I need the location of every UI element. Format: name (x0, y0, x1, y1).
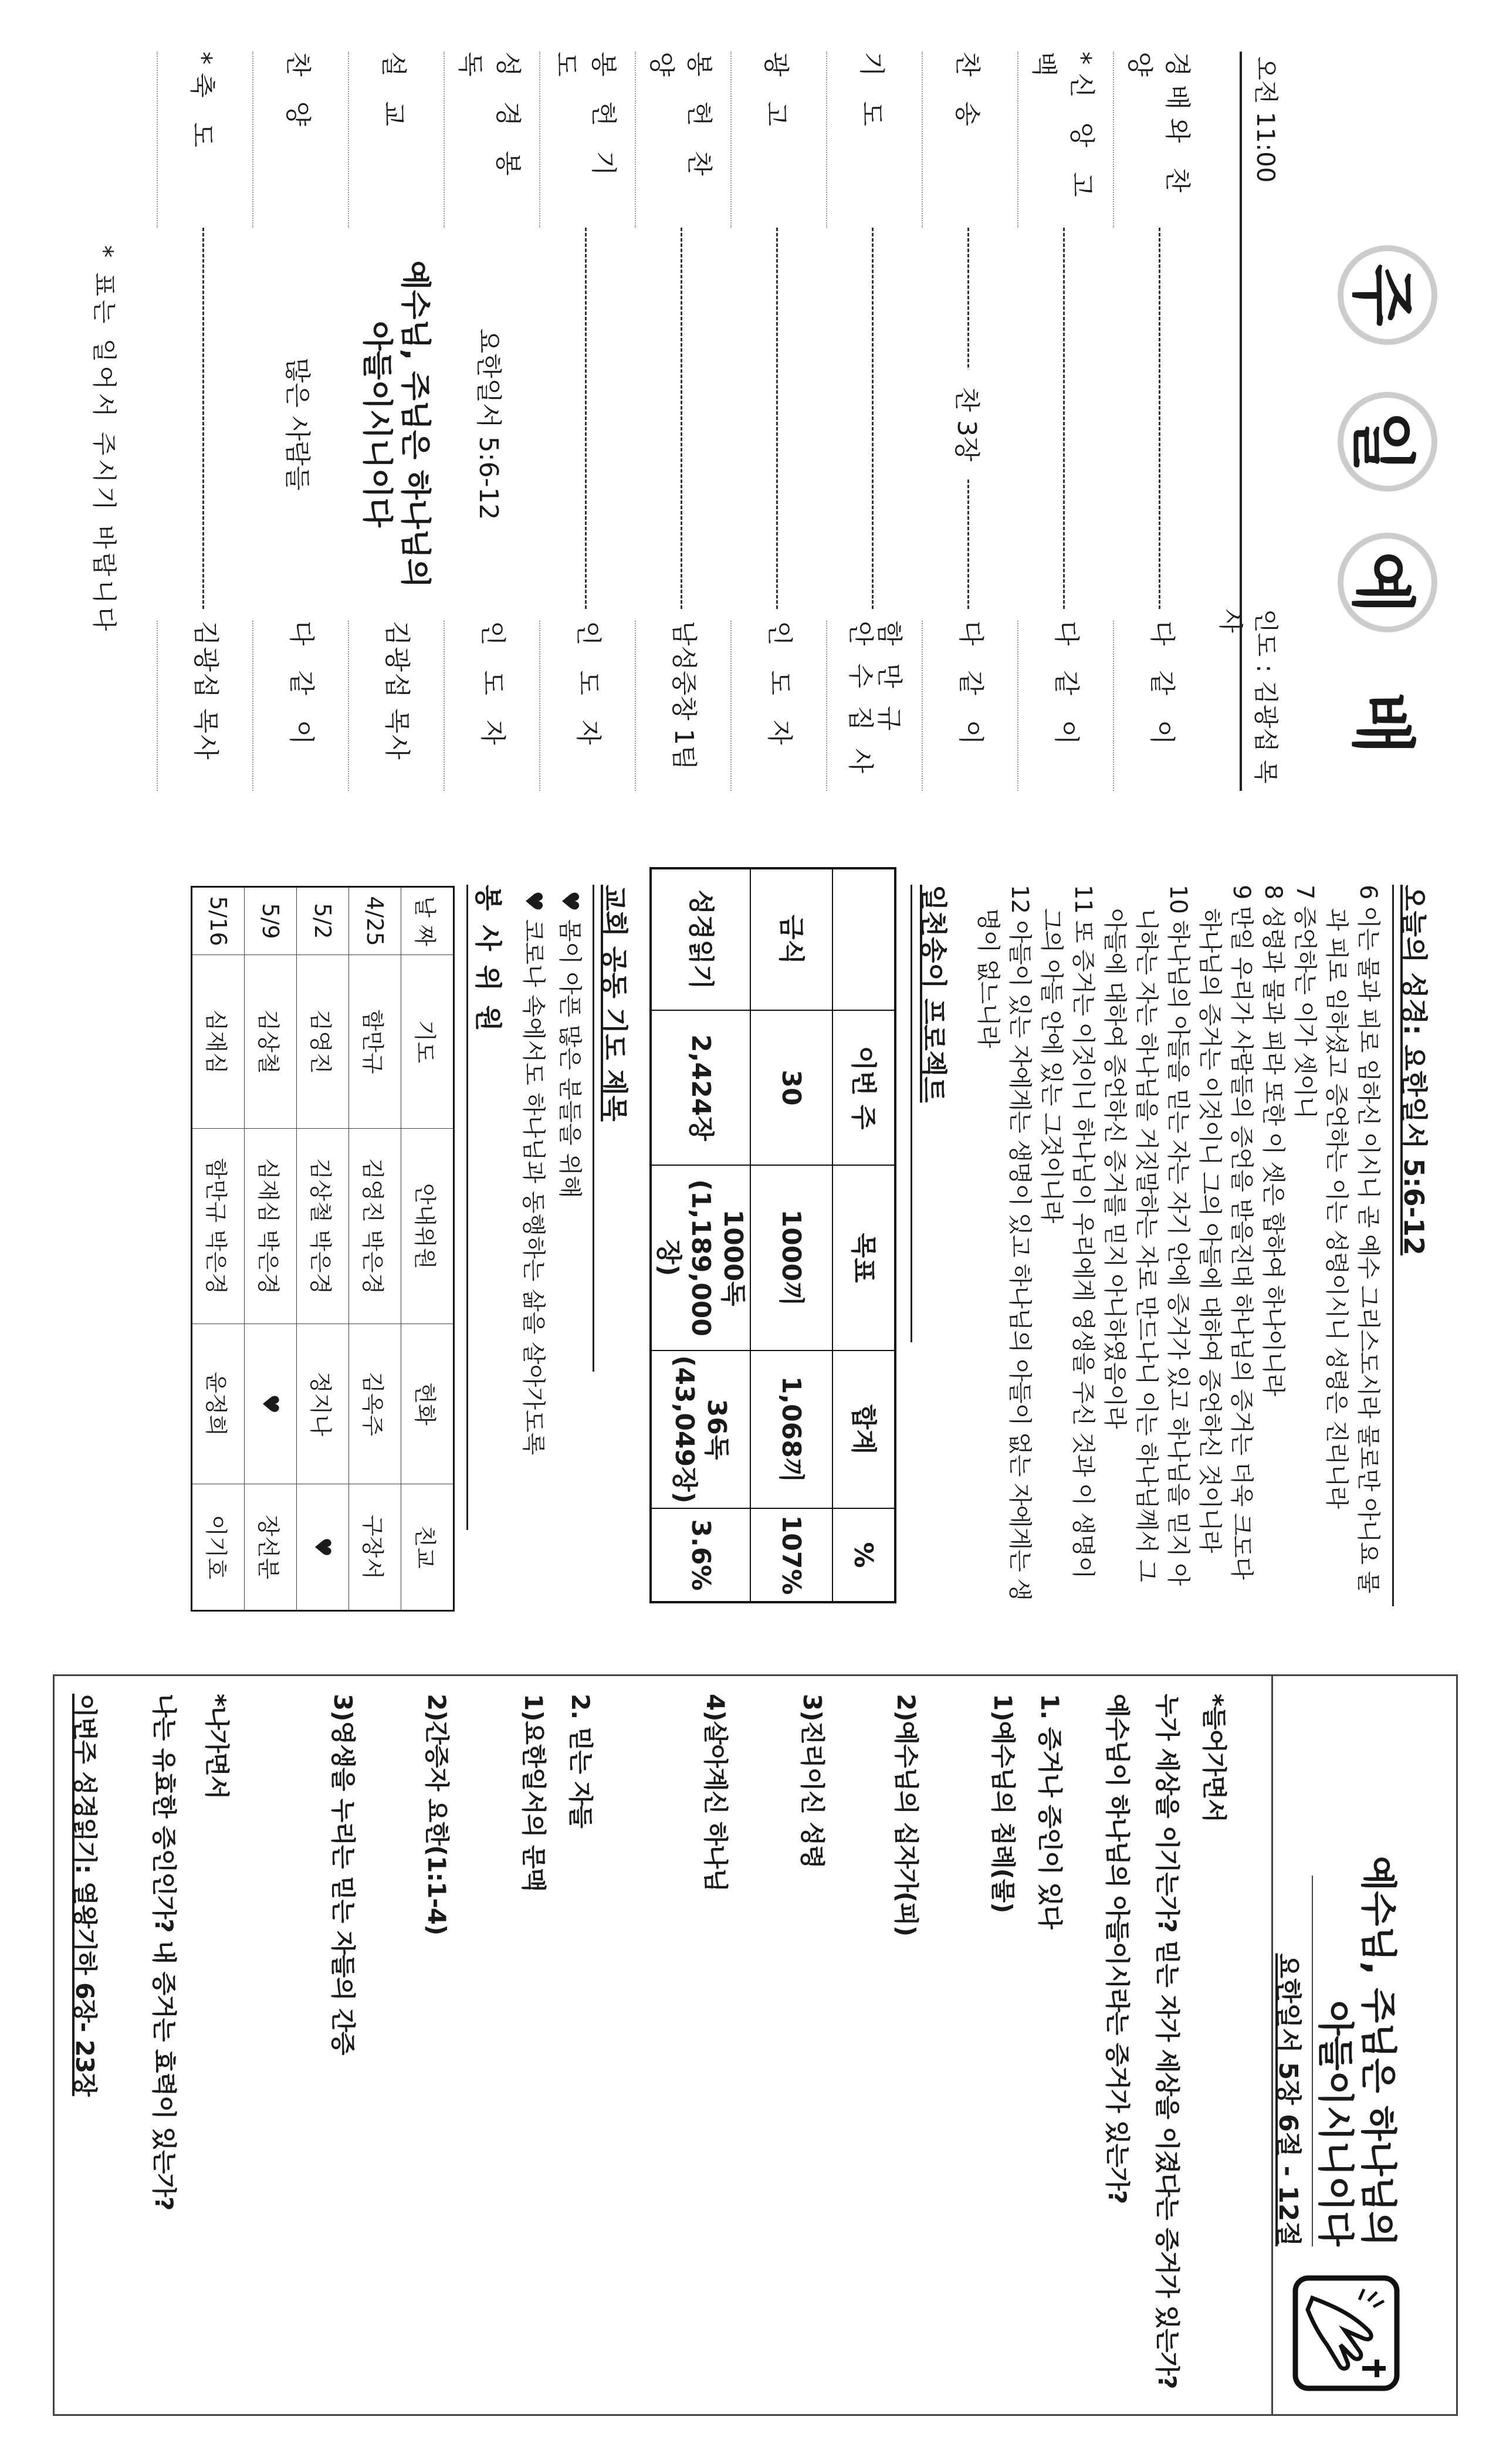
cell: 1,068끼 (750, 1351, 832, 1508)
outline-line: 누가 세상을 이기는가? 믿는 자가 세상을 이겼다는 증거가 있는가? (1153, 1694, 1182, 2389)
header-cell: 안내위원 (401, 1129, 454, 1324)
order-label: 설 교 (348, 52, 444, 228)
title-char: 일 (1338, 392, 1437, 492)
table-header-row (401, 887, 454, 1611)
cell: 정지나 (297, 1324, 349, 1484)
table-row (750, 868, 832, 1602)
divider (1392, 885, 1394, 1606)
sermon-title-line: 예수님, 주님은 하나님의 (397, 260, 433, 588)
title-char: 예 (1338, 533, 1437, 632)
scripture-reference: 요한일서 5:6-12 (473, 311, 510, 538)
order-middle (539, 228, 635, 621)
order-row (1113, 52, 1209, 791)
scripture-panel (0, 867, 1496, 1612)
sermon-outline-panel (53, 1674, 1458, 2416)
sermon-title-line: 예수님, 주님은 하나님의 (1357, 1856, 1400, 2246)
heart-icon: ♥ (520, 891, 547, 912)
order-middle (826, 228, 922, 621)
prayer-item (551, 891, 588, 1612)
order-label: 기 도 (826, 52, 922, 228)
outline-line: 3)영생을 누리는 믿는 자들의 간증 (329, 1694, 357, 2055)
cell: 5/9 (245, 887, 297, 955)
order-row (444, 52, 539, 791)
song-title: 많은 사람들 (282, 340, 319, 509)
sermon-reference: 요한일서 5장 6절 - 12절 (1273, 1953, 1303, 2246)
prayer-title: 교회 공동 기도 제목 (598, 885, 630, 1122)
cell: 김옥주 (349, 1324, 401, 1484)
order-label: *축 도 (157, 52, 252, 228)
title-char: 주 (1338, 245, 1437, 345)
outline-line: 나는 유효한 증인인가? 내 증거는 효력이 있는가? (150, 1694, 178, 2211)
divider (911, 885, 912, 1342)
divider (1240, 52, 1242, 791)
header-cell: 기도 (401, 955, 454, 1129)
order-leader: 인 도 자 (444, 621, 539, 791)
cell: 3.6% (651, 1508, 750, 1602)
order-leader: 다 같 이 (252, 621, 348, 791)
divider (1312, 1876, 1313, 2246)
header-cell (832, 868, 895, 1010)
cell: 성경읽기 (651, 868, 750, 1010)
outline-line: 2)간증자 요한(1:1-4) (422, 1694, 451, 1935)
table-row (245, 887, 297, 1611)
verse: 10 하나님의 아들을 믿는 자는 자기 안에 증거가 있고 하나님을 믿지 아니하는 자는 하나님을 거짓말하는 자로 만드나니 이는 하나님께서 그 아들에 대하여 증언하신 증거를 믿지 아니하였음이라 (1101, 885, 1192, 1586)
order-leader: 김광섭 목사 (348, 621, 444, 791)
weekly-reading: 이번주 성경읽기: 열왕기하 6장- 23장 (70, 1694, 99, 2096)
order-label: 찬 양 (252, 52, 348, 228)
header-cell: 헌화 (401, 1324, 454, 1484)
order-middle (348, 228, 444, 621)
outline-line: 2. 믿는 자들 (566, 1694, 595, 1828)
standing-footnote: * 표는 일어서 주시기 바랍니다 (90, 245, 119, 635)
cell: 구장서 (349, 1484, 401, 1611)
sermon-title (358, 260, 434, 588)
header-cell: 날 짜 (401, 887, 454, 955)
outline-line: 2)예수님의 십자가(피) (892, 1694, 920, 1937)
cell: 심재심 박은경 (245, 1129, 297, 1324)
header-cell: 친교 (401, 1484, 454, 1611)
header-cell: 합계 (832, 1351, 895, 1508)
outline-line: 1)예수님의 침례(물) (989, 1694, 1017, 1913)
praying-hands-cross-icon (1292, 2275, 1400, 2392)
order-row (635, 52, 730, 791)
prayer-item (515, 891, 551, 1612)
heart-icon: ♥ (556, 891, 583, 912)
order-leader: 다 같 이 (1113, 621, 1209, 791)
order-label: 경배와 찬양 (1113, 52, 1209, 228)
cell: 107% (750, 1508, 832, 1602)
outline-line: *들어가면서 (1200, 1694, 1228, 1822)
title-char: 배 (1338, 673, 1437, 773)
sermon-title (1314, 1856, 1400, 2246)
outline-line: 3)진리이신 성령 (798, 1694, 827, 1869)
order-row (1017, 52, 1113, 791)
prayer-text: 몸이 아픈 많은 분들을 위해 (556, 919, 583, 1199)
prayer-text: 코로나 속에서도 하나님과 동행하는 삶을 살아가도록 (520, 919, 547, 1456)
order-middle (922, 228, 1017, 621)
cell: ♥ (297, 1484, 349, 1611)
table-header-row (832, 868, 895, 1602)
order-label: 봉 헌 찬 양 (635, 52, 730, 228)
order-middle (444, 228, 539, 621)
cell: 2,424장 (651, 1010, 750, 1165)
verse: 11 또 증거는 이것이니 하나님이 우리에게 영생을 주신 것과 이 생명이 그의 아들 안에 있는 그것이니라 (1038, 885, 1096, 1579)
order-middle (1113, 228, 1209, 621)
order-leader (826, 621, 922, 791)
cell: 4/25 (349, 887, 401, 955)
divider (593, 885, 594, 1372)
leader-title: 안 수 집 사 (845, 621, 876, 778)
order-leader: 김광섭 목사 (157, 621, 252, 791)
verse: 7 증언하는 이가 셋이니 (1291, 885, 1318, 1119)
table-row (651, 868, 750, 1602)
cell: 1000독 (1,189,000장) (651, 1165, 750, 1351)
service-time: 오전 11:00 (1251, 56, 1280, 183)
verse: 6 이는 물과 피로 임하신 이시니 곧 예수 그리스도시라 물로만 아니요 물과 피로 임하셨고 증언하는 이는 성령이시니 성령은 진리니라 (1323, 885, 1382, 1593)
order-middle (635, 228, 730, 621)
order-middle (1017, 228, 1113, 621)
cell: 5/2 (297, 887, 349, 955)
verse-list (972, 885, 1384, 1606)
order-row (826, 52, 922, 791)
cell: 30 (750, 1010, 832, 1165)
cell: 김상철 (245, 955, 297, 1129)
worship-order-panel (0, 52, 1496, 791)
order-leader: 남성중창 1팀 (635, 621, 730, 791)
verse: 12 아들이 있는 자에게는 생명이 있고 하나님의 아들이 없는 자에게는 생명이 없느니라 (974, 885, 1033, 1600)
outline-line: 1)요한일서의 문맥 (519, 1694, 548, 1892)
cell: 1000끼 (750, 1165, 832, 1351)
order-row (730, 52, 826, 791)
cell: 김영진 박은경 (349, 1129, 401, 1324)
cell: 함만규 박은경 (192, 1129, 245, 1324)
order-middle (730, 228, 826, 621)
service-leader: 인도 : 김광섭 목사 (1216, 609, 1280, 784)
cell: ♥ (245, 1324, 297, 1484)
cell: 김상철 박은경 (297, 1129, 349, 1324)
volunteers-title: 봉 사 위 원 (472, 885, 504, 1034)
cell: 장선분 (245, 1484, 297, 1611)
project-title: 일천송이 프로젝트 (918, 885, 949, 1103)
table-row (192, 887, 245, 1611)
order-label: 광 고 (730, 52, 826, 228)
volunteer-table (191, 886, 455, 1612)
order-row (252, 52, 348, 791)
order-middle (252, 228, 348, 621)
order-leader: 다 같 이 (922, 621, 1017, 791)
order-leader: 다 같 이 (1017, 621, 1113, 791)
order-row (922, 52, 1017, 791)
order-label: 성 경 봉 독 (444, 52, 539, 228)
table-row (349, 887, 401, 1611)
order-middle (157, 228, 252, 621)
header-cell: 목표 (832, 1165, 895, 1351)
scripture-title: 오늘의 성경: 요한일서 5:6-12 (1398, 885, 1430, 1255)
leader-name: 함 만 규 (874, 621, 904, 736)
cell: 36독 (43,049장) (651, 1351, 750, 1508)
cell: 이기호 (192, 1484, 245, 1611)
sermon-title-line: 아들이시니이다 (359, 321, 395, 527)
outline-line: 예수님이 하나님의 아들이시라는 증거가 있는가? (1103, 1694, 1132, 2204)
project-table (649, 867, 896, 1603)
outline-line: *나가면서 (202, 1694, 231, 1799)
cell: 함만규 (349, 955, 401, 1129)
header-cell: % (832, 1508, 895, 1602)
outline-line: 1. 증거나 증인이 있다 (1035, 1694, 1064, 1929)
verse: 9 만일 우리가 사람들의 증언을 받을진대 하나님의 증거는 더욱 크도다 하나님의 증거는 이것이니 그의 아들에 대하여 증언하신 것이니라 (1196, 885, 1255, 1579)
order-leader: 인 도 자 (539, 621, 635, 791)
outline-line: 4)살아계신 하나님 (701, 1694, 730, 1892)
header-cell: 이번 주 (832, 1010, 895, 1165)
sermon-title-line: 아들이시니이다 (1314, 2000, 1357, 2246)
divider (466, 885, 468, 1530)
verse: 8 성령과 물과 피라 또한 이 셋은 합하여 하나이니라 (1260, 885, 1287, 1396)
cell: 금식 (750, 868, 832, 1010)
order-row (348, 52, 444, 791)
cell: 5/16 (192, 887, 245, 955)
cell: 윤정희 (192, 1324, 245, 1484)
order-label: 찬 송 (922, 52, 1017, 228)
cell: 김영진 (297, 955, 349, 1129)
table-row (297, 887, 349, 1611)
order-label: *신 앙 고 백 (1017, 52, 1113, 228)
order-row (539, 52, 635, 791)
cell: 심재심 (192, 955, 245, 1129)
hymn-number: 찬 3장 (951, 370, 989, 479)
order-row (157, 52, 252, 791)
order-leader: 인 도 자 (730, 621, 826, 791)
order-label: 봉 헌 기 도 (539, 52, 635, 228)
